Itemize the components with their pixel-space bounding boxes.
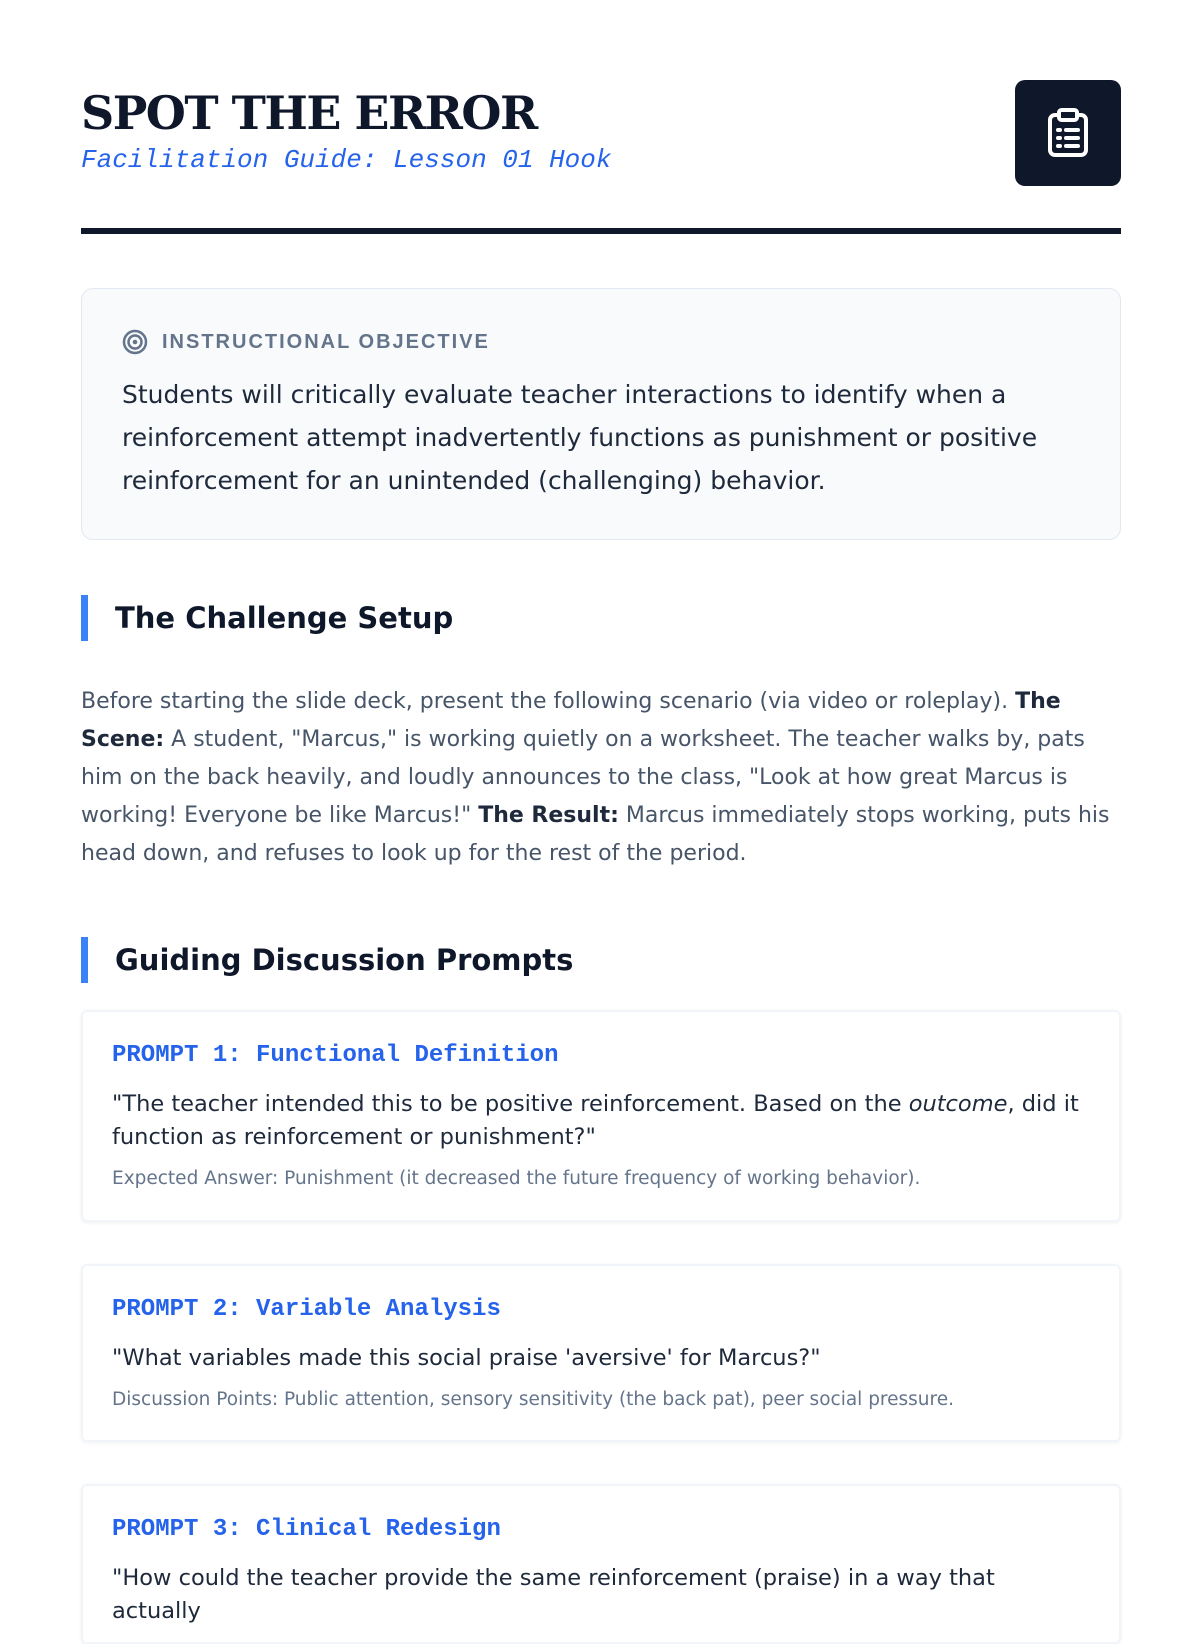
prompt-card [81,1484,1121,1644]
prompt-question-part: , did it function as reinforcement or punishment?" [112,1091,1079,1150]
challenge-setup-text [81,683,1121,873]
setup-intro: Before starting the slide deck, present the following scenario (via video or roleplay). [81,689,1016,714]
objective-text: Students will critically evaluate teacher interactions to identify when a reinforcement attempt inadvertently functions as punishment or positive reinforcement for an unintended (challenging) behavior. [122,380,1038,495]
target-icon [122,329,148,355]
prompt-question-emphasis: outcome [908,1091,1008,1117]
objective-header [122,327,1080,357]
prompt-question: "How could the teacher provide the same reinforcement (praise) in a way that actually [112,1565,995,1624]
section-title: Guiding Discussion Prompts [115,943,574,977]
objective-label: INSTRUCTIONAL OBJECTIVE [162,330,490,353]
prompt-question-part: "The teacher intended this to be positive reinforcement. Based on the [112,1091,909,1117]
prompt-question [112,1088,1090,1154]
result-label: The Result: [478,803,619,828]
prompt-discussion-points: Discussion Points: Public attention, sensory sensitivity (the back pat), peer social pressure. [112,1389,954,1410]
challenge-setup-heading [81,595,1121,641]
prompt-title: PROMPT 2: Variable Analysis [112,1296,501,1323]
prompt-title: PROMPT 3: Clinical Redesign [112,1516,501,1543]
page-title: SPOT THE ERROR [81,86,537,140]
facilitation-guide-page [81,80,1121,1624]
scene-label: The Scene: [81,689,1061,752]
prompt-expected-answer: Expected Answer: Punishment (it decreased the future frequency of working behavior). [112,1168,921,1189]
prompt-title: PROMPT 1: Functional Definition [112,1042,559,1069]
instructional-objective-box [81,288,1121,540]
clipboard-list-icon [1045,108,1091,158]
prompt-card [81,1010,1121,1222]
prompt-question: "What variables made this social praise 'aversive' for Marcus?" [112,1345,821,1371]
discussion-prompts-heading [81,937,1121,983]
scene-text: A student, "Marcus," is working quietly on a worksheet. The teacher walks by, pats him on the back heavily, and loudly announces to the class, "Look at how great Marcus is working! Everyone be like Marcus!" [81,727,1085,828]
result-text: Marcus immediately stops working, puts his head down, and refuses to look up for the rest of the period. [81,803,1110,866]
page-header [81,80,1121,234]
clipboard-button[interactable] [1015,80,1121,186]
section-title: The Challenge Setup [115,601,454,635]
prompt-card [81,1264,1121,1442]
page-subtitle: Facilitation Guide: Lesson 01 Hook [81,145,612,175]
